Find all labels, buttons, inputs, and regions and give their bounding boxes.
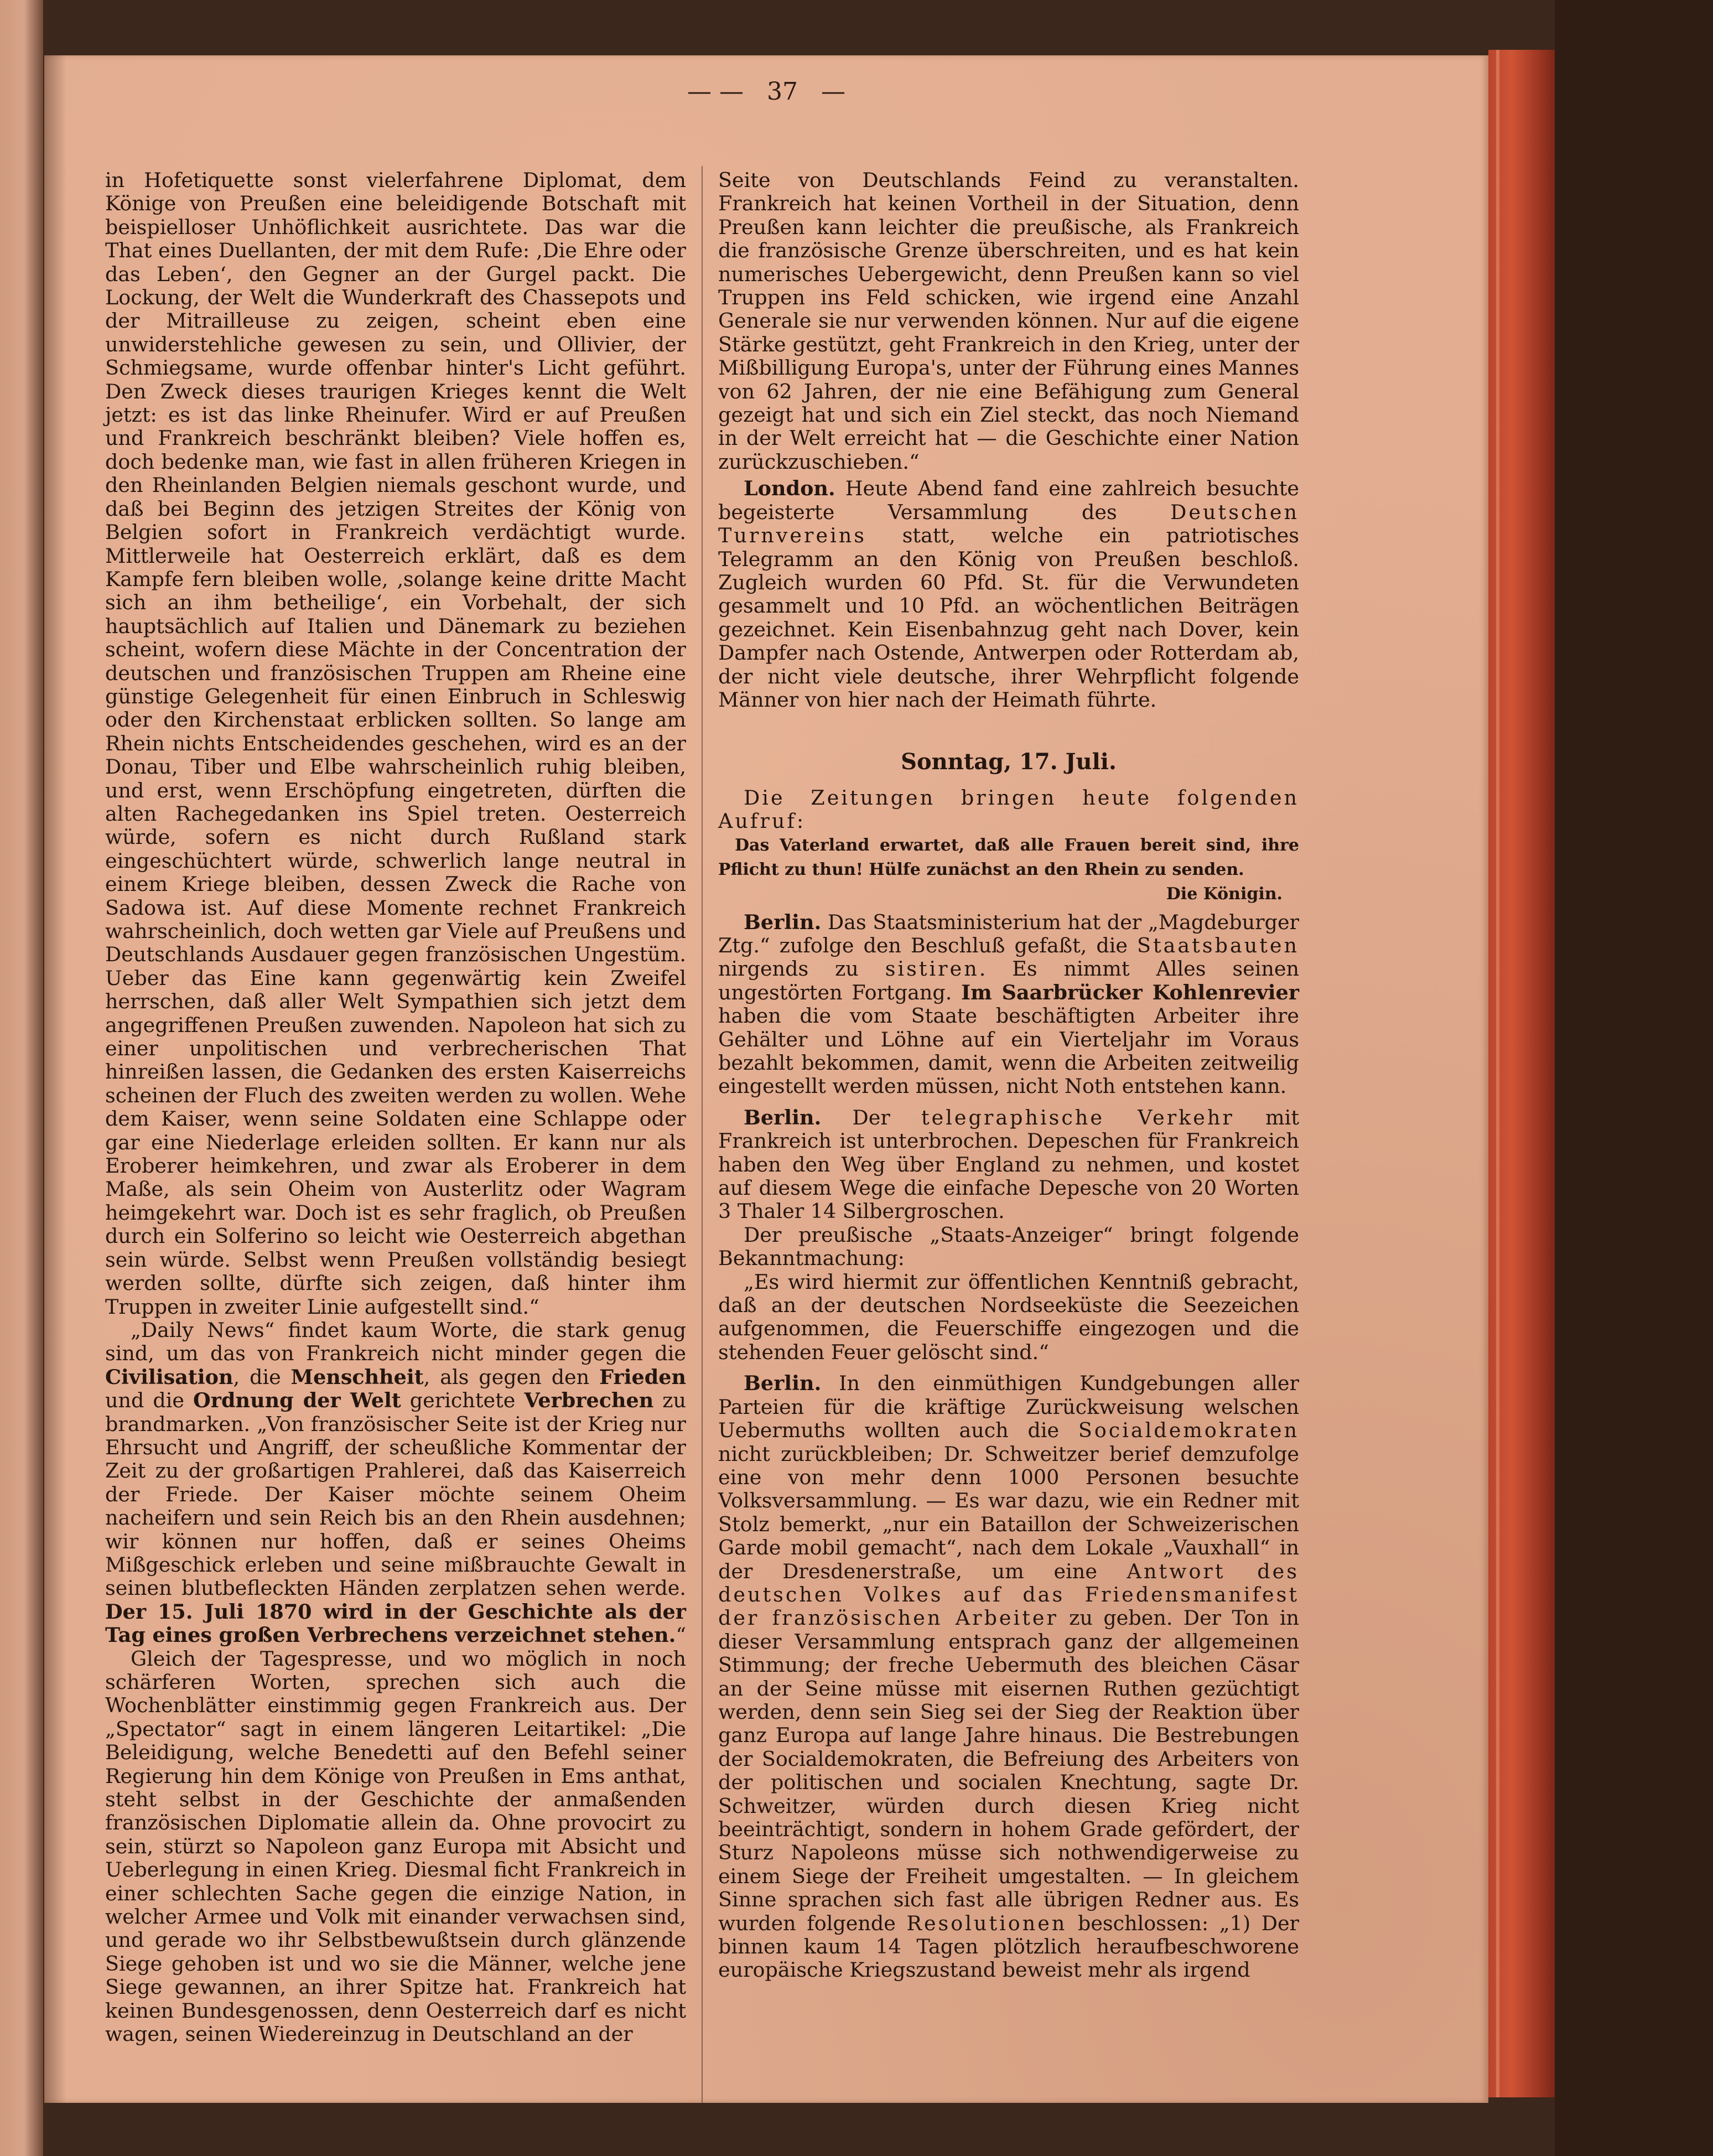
left-paragraph-1: in Hofetiquette sonst vielerfahrene Diplomat, dem Könige von Preußen eine beleidigende Botschaft mit beispielloser Unhöflichkeit ausrichtete. Das war die That eines Duellanten, der mit dem Rufe: ‚Die Ehre oder das Leben‘, den Gegner an der Gurgel packt. Die Lockung, der Welt die Wunderkraft des Chassepots und der Mitrailleuse zu zeigen, scheint eben eine unwiderstehliche gewesen zu sein, und Ollivier, der Schmiegsame, wurde offenbar hinter's Licht geführt. Den Zweck dieses traurigen Krieges kennt die Welt jetzt: es ist das linke Rheinufer. Wird er auf Preußen und Frankreich beschränkt bleiben? Viele hoffen es, doch bedenke man, wie fast in allen früheren Kriegen in den Rheinlanden Belgien niemals geschont wurde, und daß bei Beginn des jetzigen Streites der König von Belgien sofort in Frankreich verdächtigt wurde. Mittlerweile hat Oesterreich erklärt, daß es dem Kampfe fern bleiben wolle, ‚solange keine dritte Macht sich an ihm betheilige‘, ein Vorbehalt, der sich hauptsächlich auf Italien und Dänemark zu beziehen scheint, wofern diese Mächte in der Concentration der deutschen und französischen Truppen am Rheine eine günstige Gelegenheit für einen Einbruch in Schleswig oder den Kirchenstaat erblicken sollten. So lange am Rhein nichts Entscheidendes geschehen, wird es an der Donau, Tiber und Elbe wahrscheinlich ruhig bleiben, und erst, wenn Erschöpfung eingetreten, dürften die alten Rachegedanken ins Spiel treten. Oesterreich würde, sofern es nicht durch Rußland stark eingeschüchtert würde, schwerlich lange neutral in einem Kriege bleiben, dessen Zweck die Rache von Sadowa ist. Auf diese Momente rechnet Frankreich wahrscheinlich, doch wetten gar Viele auf Preußens und Deutschlands Ausdauer gegen französischen Ungestüm. Ueber das Eine kann gegenwärtig kein Zweifel herrschen, daß aller Welt Sympathien sich jetzt dem angegriffenen Preußen zuwenden. Napoleon hat sich zu einer unpolitischen und verbrecherischen That hinreißen lassen, die Gedanken des ersten Kaiserreichs scheinen der Fluch des zweiten werden zu wollen. Wehe dem Kaiser, wenn seine Soldaten eine Schlappe oder gar eine Niederlage erleiden sollten. Er kann nur als Eroberer heimkehren, und zwar als Eroberer in dem Maße, als sein Oheim von Austerlitz oder Wagram heimgekehrt war. Doch ist es sehr fraglich, ob Preußen durch ein Solferino so leicht wie Oesterreich abgethan sein würde. Selbst wenn Preußen vollständig besiegt werden sollte, dürfte sich zeigen, daß hinter ihm Truppen in zweiter Linie aufgestellt sind.“ bbox=[105, 168, 686, 1319]
header-dash-left: — — bbox=[687, 77, 744, 106]
text-run: gerichtete bbox=[401, 1388, 525, 1413]
spaced-telegraphische-verkehr: telegraphische Verkehr bbox=[921, 1105, 1234, 1129]
gutter-shadow bbox=[44, 55, 66, 2103]
page-header bbox=[44, 77, 1488, 122]
appeal-intro: Die Zeitungen bringen heute folgenden Aufruf: bbox=[718, 785, 1299, 833]
dateline-berlin: Berlin. bbox=[744, 910, 822, 934]
red-book-binding bbox=[1488, 50, 1555, 2097]
london-report bbox=[718, 477, 1299, 712]
column-rule bbox=[702, 166, 703, 2103]
text-run: statt, welche ein patriotisches Telegramm an den König von Preußen beschloß. Zugleich wurden 60 Pfd. St. für die Verwundeten gesammelt und 10 Pfd. an wöchentlichen Beiträgen gezeichnet. Kein Eisenbahnzug geht nach Dover, kein Dampfer nach Ostende, Antwerpen oder Rotterdam ab, der nicht viele deutsche, ihrer Wehrpflicht folgende Männer von hier nach der Heimath führte. bbox=[718, 524, 1299, 712]
left-paragraph-daily-news bbox=[105, 1319, 686, 1647]
text-run: , die bbox=[233, 1365, 291, 1389]
berlin-report-2 bbox=[718, 1106, 1299, 1224]
left-paragraph-spectator: Gleich der Tagespresse, und wo möglich in noch schärferen Worten, sprechen sich auch die Wochenblätter einstimmig gegen Frankreich aus. Der „Spectator“ sagt in einem längeren Leitartikel: „Die Beleidigung, welche Benedetti auf den Befehl seiner Regierung hin dem Könige von Preußen in Ems anthat, steht selbst in der Geschichte der anmaßenden französischen Diplomatie allein da. Ohne provocirt zu sein, stürzt so Napoleon ganz Europa mit Absicht und Ueberlegung in einen Krieg. Diesmal ficht Frankreich in einer schlechten Sache gegen die einzige Nation, in welcher Armee und Volk mit einander verwachsen sind, und gerade wo ihr Selbstbewußtsein durch glänzende Siege gehoben ist und wo sie die Männer, welche jene Siege gewannen, an ihrer Spitze hat. Frankreich hat keinen Bundesgenossen, denn Oesterreich darf es nicht wagen, seinen Wiedereinzug in Deutschland an der bbox=[105, 1646, 686, 2046]
emphasis-15-juli: Der 15. Juli 1870 wird in der Geschichte als der Tag eines großen Verbrechens verzeichnet stehen. bbox=[105, 1599, 686, 1647]
right-paragraph-1: Seite von Deutschlands Feind zu veranstalten. Frankreich hat keinen Vortheil in der Situation, denn Preußen kann leichter die preußische, als Frankreich die französische Grenze überschreiten, und es hat kein numerisches Uebergewicht, denn Preußen kann so viel Truppen ins Feld schicken, wie irgend eine Anzahl Generale sie nur verwenden können. Nur auf die eigene Stärke gestützt, geht Frankreich in den Krieg, unter der Mißbilligung Europa's, unter der Führung eines Mannes von 62 Jahren, der nie eine Befähigung zum General gezeigt hat und sich ein Ziel steckt, das noch Niemand in der Welt erreicht hat — die Geschichte einer Nation zurückzuschieben.“ bbox=[718, 168, 1299, 474]
text-run: beschlossen: „1) Der binnen kaum 14 Tagen plötzlich heraufbeschworene europäische Kriegszustand beweist mehr als irgend bbox=[718, 1911, 1300, 1982]
spaced-sistiren: sistiren bbox=[885, 957, 979, 981]
emphasis-civilisation: Civilisation bbox=[105, 1365, 233, 1389]
emphasis-frieden: Frieden bbox=[599, 1365, 686, 1389]
text-run: , als gegen den bbox=[423, 1365, 600, 1389]
text-run: nirgends zu bbox=[718, 957, 885, 981]
spacer bbox=[718, 1364, 1299, 1372]
left-column bbox=[105, 169, 686, 2046]
berlin-report-2-bekanntmachung: „Es wird hiermit zur öffentlichen Kenntniß gebracht, daß an der deutschen Nordseeküste die Seezeichen aufgenommen, die Feuerschiffe eingezogen und die stehenden Feuer gelöscht sind.“ bbox=[718, 1269, 1299, 1364]
previous-page-edge bbox=[0, 0, 43, 2156]
emphasis-saarbruecker: Im Saarbrücker Kohlenrevier bbox=[961, 980, 1299, 1004]
appeal-text: Das Vaterland erwartet, daß alle Frauen bereit sind, ihre Pflicht zu thun! Hülfe zunächst an den Rhein zu senden. bbox=[718, 835, 1299, 879]
text-run: . Es nimmt Alles seinen ungestörten Fortgang. bbox=[718, 957, 1299, 1004]
berlin-report-1 bbox=[718, 911, 1299, 1098]
text-run: nicht zurückbleiben; Dr. Schweitzer berief demzufolge eine von mehr denn 1000 Personen besuchte Volksversammlung. — Es war dazu, wie ein Redner mit Stolz bemerkt, „nur ein Bataillon der Schweizerischen Garde mobil gemacht“, nach dem Lokale „Vauxhall“ in der Dresdenerstraße, um eine bbox=[718, 1442, 1299, 1583]
right-column bbox=[718, 169, 1299, 1982]
spacer bbox=[718, 1098, 1299, 1106]
text-run: Das Staatsministerium hat der „Magdeburger Ztg.“ zufolge den Beschluß gefaßt, die bbox=[718, 910, 1299, 957]
spaced-antwort: Antwort des deutschen Volkes auf das Friedensmanifest der französischen Arbeiter bbox=[718, 1559, 1299, 1630]
appeal-signature: Die Königin. bbox=[1166, 884, 1283, 904]
spaced-socialdemokraten: Socialdemokraten bbox=[1078, 1418, 1299, 1443]
text-run: und die bbox=[105, 1388, 193, 1413]
spaced-resolutionen: Resolutionen bbox=[906, 1911, 1067, 1935]
dateline-london: London. bbox=[744, 476, 835, 501]
text-run: Der bbox=[821, 1105, 921, 1129]
binding-highlight bbox=[1496, 50, 1499, 2097]
text-run: In den einmüthigen Kundgebungen aller Parteien für die kräftige Zurückweisung welschen Uebermuths wollten auch die bbox=[718, 1371, 1299, 1443]
text-run: mit Frankreich ist unterbrochen. Depeschen für Frankreich haben den Weg über England zu nehmen, und kostet auf diesem Wege die einfache Depesche von 20 Worten 3 Thaler 14 Silbergroschen. bbox=[718, 1105, 1299, 1224]
emphasis-ordnung: Ordnung der Welt bbox=[193, 1388, 401, 1413]
dateline-berlin: Berlin. bbox=[744, 1105, 822, 1129]
dateline-berlin: Berlin. bbox=[744, 1371, 822, 1396]
emphasis-verbrechen: Verbrechen bbox=[524, 1388, 654, 1413]
text-run: Heute Abend fand eine zahlreich besuchte begeisterte Versammlung des bbox=[718, 476, 1299, 524]
text-run: haben die vom Staate beschäftigten Arbeiter ihre Gehälter und Löhne auf ein Vierteljahr im Voraus bezahlt bekommen, damit, wenn die Arbeiten zeitweilig eingestellt werden müssen, nicht Noth entstehen kann. bbox=[718, 1004, 1299, 1098]
berlin-report-2-anzeiger: Der preußische „Staats-Anzeiger“ bringt folgende Bekanntmachung: bbox=[718, 1222, 1299, 1271]
spaced-turnverein: Deutschen Turnvereins bbox=[718, 500, 1299, 548]
text-run: zu brandmarken. „Von französischer Seite ist der Krieg nur Ehrsucht und Angriff, der scheußliche Kommentar der Zeit zu der großartigen Prahlerei, daß das Kaiserreich der Friede. Der Kaiser möchte seinem Oheim nacheifern und sein Reich bis an den Rhein ausdehnen; wir können nur hoffen, daß er seines Oheims Mißgeschick erleben und seine mißbrauchte Gewalt in seinen blutbefleckten Händen zerplatzen sehen werde. bbox=[105, 1388, 686, 1600]
text-run: zu geben. Der Ton in dieser Versammlung entsprach ganz der allgemeinen Stimmung; der freche Uebermuth des bleichen Cäsar an der Seine müsse mit eisernen Ruthen gezüchtigt werden, denn sein Sieg sei der Sieg der Reaktion über ganz Europa auf lange Jahre hinaus. Die Bestrebungen der Socialdemokraten, die Befreiung des Arbeiters von der politischen und socialen Knechtung, sagte Dr. Schweitzer, würden durch diesen Krieg nicht beeinträchtigt, sondern in hohem Grade gefördert, der Sturz Napoleons müsse sich nothwendigerweise zu einem Siege der Freiheit umgestalten. — In gleichem Sinne sprachen sich fast alle übrigen Redner aus. Es wurden folgende bbox=[718, 1606, 1300, 1935]
date-heading: Sonntag, 17. Juli. bbox=[901, 749, 1117, 775]
page-number: 37 bbox=[767, 77, 798, 106]
text-run: „Daily News“ findet kaum Worte, die stark genug sind, um das von Frankreich nicht minder gegen die bbox=[105, 1318, 686, 1366]
berlin-report-3 bbox=[718, 1372, 1299, 1982]
emphasis-menschheit: Menschheit bbox=[290, 1365, 424, 1389]
spaced-staatsbauten: Staatsbauten bbox=[1136, 933, 1299, 957]
dark-background-strip bbox=[1555, 0, 1713, 2156]
header-dash-right: — bbox=[821, 77, 845, 106]
text-run: “ bbox=[676, 1623, 686, 1647]
